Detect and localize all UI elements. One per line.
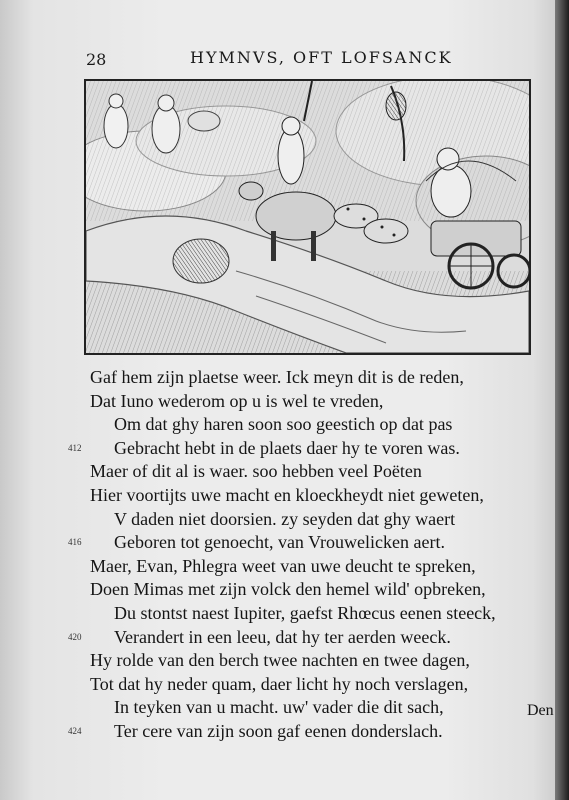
verse-line [90,366,530,390]
verse-block [68,366,530,744]
verse-text: Maer of dit al is waer. soo hebben veel Poëten [90,461,422,482]
verse-line [68,720,530,744]
engraving-image [86,81,529,353]
page-number: 28 [86,50,107,69]
verse-text: Doen Mimas met zijn volck den hemel wild' opbreken, [90,579,486,600]
verse-line [68,437,530,461]
verse-text: V daden niet doorsien. zy seyden dat ghy waert [114,508,456,529]
verse-line [90,602,530,626]
verse-text: Gebracht hebt in de plaets daer hy te voren was. [114,437,460,458]
verse-line [90,390,530,414]
verse-text: Om dat ghy haren soon soo geestich op dat pas [114,414,453,435]
verse-text: Du stontst naest Iupiter, gaefst Rhœcus eenen steeck, [114,602,496,623]
verse-line [90,413,530,437]
catchword: Den [527,702,554,719]
verse-line [90,649,530,673]
verse-text: Verandert in een leeu, dat hy ter aerden weeck. [114,626,451,647]
verse-text: Gaf hem zijn plaetse weer. Ick meyn dit is de reden, [90,367,464,387]
verse-text: Hy rolde van den berch twee nachten en twee dagen, [90,650,470,671]
verse-text: Geboren tot genoecht, van Vrouwelicken aert. [114,532,445,553]
line-number: 424 [68,725,82,736]
verse-text: Tot dat hy neder quam, daer licht hy noch verslagen, [90,673,469,694]
verse-line [90,696,530,720]
line-number: 416 [68,537,82,548]
running-title: HYMNVS, OFT LOFSANCK [190,48,453,67]
verse-text: Dat Iuno wederom op u is wel te vreden, [90,390,384,411]
line-number: 420 [68,631,82,642]
verse-text: Ter cere van zijn soon gaf eenen donderslach. [114,720,443,741]
verse-text: Hier voortijts uwe macht en kloeckheydt niet geweten, [90,484,484,505]
line-number: 412 [68,442,82,453]
verse-text: Maer, Evan, Phlegra weet van uwe deucht te spreken, [90,555,476,576]
verse-line [90,508,530,532]
verse-line [90,460,530,484]
engraving-illustration [84,79,531,355]
verse-line [90,484,530,508]
verse-line [90,673,530,697]
verse-line [68,531,530,555]
verse-line [68,626,530,650]
verse-line [90,555,530,579]
book-edge [555,0,569,800]
verse-text: In teyken van u macht. uw' vader die dit sach, [114,697,444,718]
verse-line [90,578,530,602]
